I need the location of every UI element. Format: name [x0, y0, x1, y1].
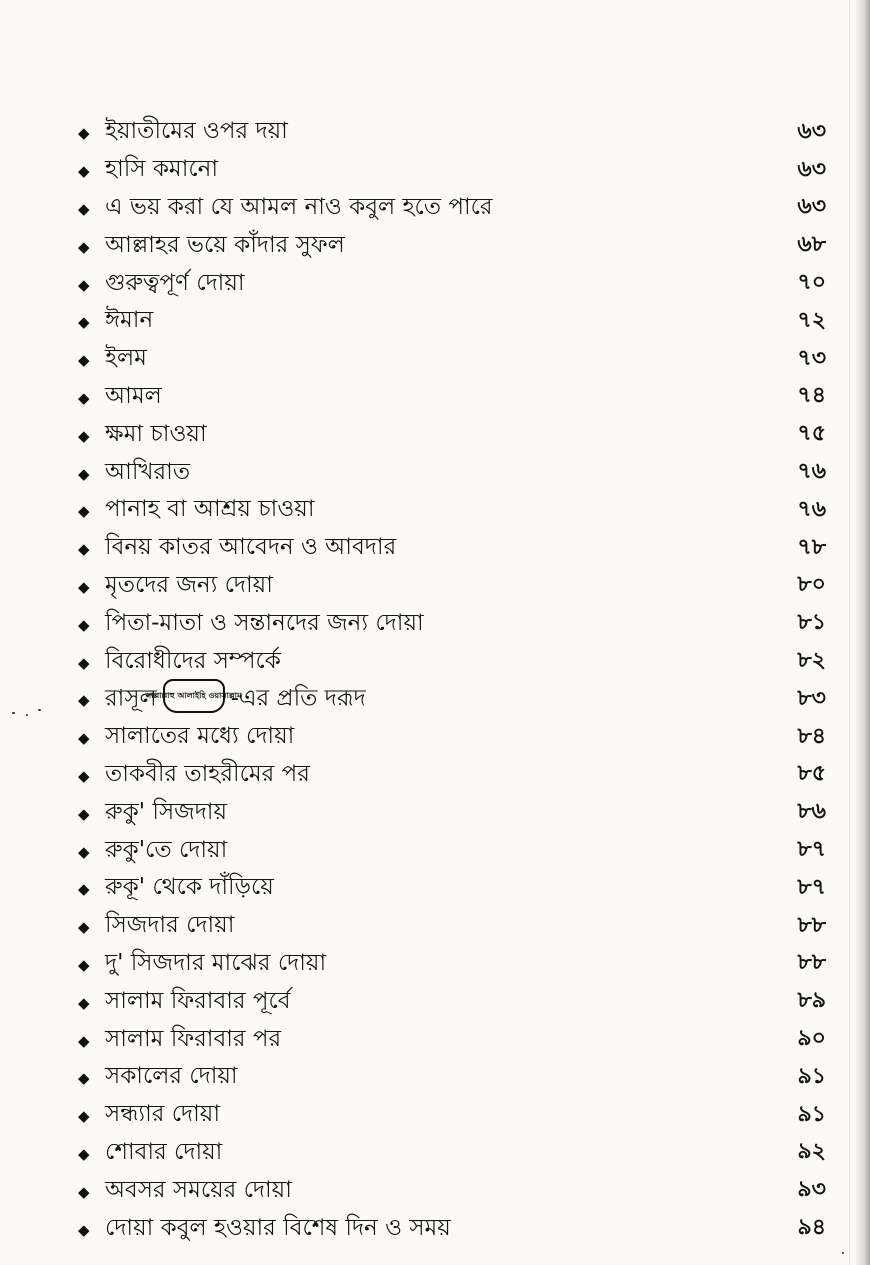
toc-entry	[78, 945, 826, 983]
entry-title: ক্ষমা চাওয়া	[105, 420, 207, 447]
entry-title: বিনয় কাতর আবেদন ও আবদার	[105, 534, 397, 561]
entry-page-number: ৯৩	[797, 1177, 826, 1203]
toc-entry	[78, 680, 826, 718]
diamond-bullet-icon: ◆	[78, 880, 90, 899]
entry-page-number: ৮৭	[797, 874, 826, 900]
toc-entry	[78, 340, 826, 378]
toc-entry	[78, 567, 826, 605]
diamond-bullet-icon: ◆	[78, 351, 90, 370]
diamond-bullet-icon: ◆	[78, 955, 90, 974]
entry-page-number: ৮৮	[797, 912, 826, 938]
diamond-bullet-icon: ◆	[78, 766, 90, 785]
toc-entry	[78, 982, 826, 1020]
toc-entry	[78, 1134, 826, 1172]
entry-page-number: ৬৮	[797, 232, 826, 258]
diamond-bullet-icon: ◆	[78, 162, 90, 181]
toc-entry	[78, 869, 826, 907]
toc-entry	[78, 264, 826, 302]
diamond-bullet-icon: ◆	[78, 1069, 90, 1088]
toc-entry	[78, 226, 826, 264]
entry-title: হাসি কমানো	[105, 156, 219, 183]
page-edge-line	[849, 0, 850, 1265]
entry-page-number: ৭২	[797, 307, 826, 333]
diamond-bullet-icon: ◆	[78, 691, 90, 710]
entry-page-number: ৯০	[797, 1026, 826, 1052]
entry-title: বিরোধীদের সম্পর্কে	[105, 647, 281, 674]
entry-title: শোবার দোয়া	[105, 1138, 223, 1165]
entry-title: তাকবীর তাহরীমের পর	[105, 760, 310, 787]
entry-title: ইয়াতীমের ওপর দয়া	[105, 118, 288, 145]
diamond-bullet-icon: ◆	[78, 426, 90, 445]
diamond-bullet-icon: ◆	[78, 918, 90, 937]
entry-title: আল্লাহর ভয়ে কাঁদার সুফল	[105, 231, 345, 258]
entry-page-number: ৯২	[797, 1139, 826, 1165]
entry-page-number: ৮৩	[797, 685, 826, 711]
toc-entry	[78, 378, 826, 416]
diamond-bullet-icon: ◆	[78, 237, 90, 256]
diamond-bullet-icon: ◆	[78, 577, 90, 596]
toc-entry	[78, 189, 826, 227]
entry-page-number: ৮৮	[797, 950, 826, 976]
entry-page-number: ৮৫	[797, 761, 826, 787]
ink-speck	[842, 1252, 844, 1254]
entry-page-number: ৭৪	[797, 383, 826, 409]
toc-entry	[78, 718, 826, 756]
entry-title	[105, 682, 766, 716]
diamond-bullet-icon: ◆	[78, 1144, 90, 1163]
entry-page-number: ৭৬	[797, 496, 826, 522]
diamond-bullet-icon: ◆	[78, 275, 90, 294]
toc-entry	[78, 1209, 826, 1247]
diamond-bullet-icon: ◆	[78, 464, 90, 483]
table-of-contents	[78, 113, 826, 1247]
entry-title: ঈমান	[105, 307, 154, 334]
entry-page-number: ৮২	[797, 648, 826, 674]
entry-title: গুরুত্বপূর্ণ দোয়া	[105, 269, 245, 296]
entry-title: আখিরাত	[105, 458, 191, 485]
entry-title: এ ভয় করা যে আমল নাও কবুল হতে পারে	[105, 193, 493, 220]
toc-entry	[78, 907, 826, 945]
toc-entry	[78, 113, 826, 151]
entry-title: পানাহ বা আশ্রয় চাওয়া	[105, 496, 315, 523]
diamond-bullet-icon: ◆	[78, 1031, 90, 1050]
entry-page-number: ৯৪	[797, 1215, 826, 1240]
ink-speck	[26, 714, 28, 716]
diamond-bullet-icon: ◆	[78, 804, 90, 823]
entry-title: সালাম ফিরাবার পর	[105, 1025, 282, 1052]
toc-entry	[78, 604, 826, 642]
toc-entry	[78, 1020, 826, 1058]
toc-entry	[78, 529, 826, 567]
diamond-bullet-icon: ◆	[78, 502, 90, 521]
entry-page-number: ৭০	[797, 270, 826, 296]
entry-title: রুকূ' থেকে দাঁড়িয়ে	[105, 874, 274, 901]
entry-page-number: ৭৩	[797, 345, 826, 371]
entry-page-number: ৮০	[797, 572, 826, 598]
entry-title: ইলম	[105, 345, 147, 372]
toc-entry	[78, 793, 826, 831]
entry-page-number: ৭৬	[797, 459, 826, 485]
diamond-bullet-icon: ◆	[78, 615, 90, 634]
toc-entry	[78, 453, 826, 491]
entry-title: সালাম ফিরাবার পূর্বে	[105, 987, 291, 1014]
entry-title: পিতা-মাতা ও সন্তানদের জন্য দোয়া	[105, 609, 424, 636]
entry-title: অবসর সময়ের দোয়া	[105, 1176, 292, 1203]
diamond-bullet-icon: ◆	[78, 1182, 90, 1201]
entry-title: সিজদার দোয়া	[105, 912, 235, 939]
entry-page-number: ৮৪	[797, 723, 826, 749]
entry-page-number: ৭৫	[797, 421, 826, 447]
entry-title: দু' সিজদার মাঝের দোয়া	[105, 949, 327, 976]
toc-entry	[78, 415, 826, 453]
toc-entry	[78, 302, 826, 340]
ink-speck	[12, 712, 15, 714]
diamond-bullet-icon: ◆	[78, 388, 90, 407]
ink-speck	[38, 709, 41, 711]
diamond-bullet-icon: ◆	[78, 313, 90, 332]
entry-title: মৃতদের জন্য দোয়া	[105, 571, 273, 598]
entry-page-number: ৯১	[797, 1101, 826, 1127]
entry-title: আমল	[105, 382, 162, 409]
entry-title: সালাতের মধ্যে দোয়া	[105, 723, 295, 750]
toc-entry	[78, 1171, 826, 1209]
toc-entry	[78, 1058, 826, 1096]
diamond-bullet-icon: ◆	[78, 842, 90, 861]
toc-entry	[78, 831, 826, 869]
toc-entry	[78, 491, 826, 529]
entry-title: রুকু'তে দোয়া	[105, 836, 228, 863]
entry-title-prefix: রাসূল	[105, 685, 157, 712]
diamond-bullet-icon: ◆	[78, 540, 90, 559]
entry-page-number: ৮৭	[797, 837, 826, 863]
entry-page-number: ৯১	[797, 1063, 826, 1089]
entry-title: রুকু' সিজদায়	[105, 798, 228, 825]
toc-entry	[78, 756, 826, 794]
entry-page-number: ৮১	[797, 610, 826, 636]
entry-page-number: ৬৩	[797, 194, 826, 220]
toc-entry	[78, 151, 826, 189]
entry-title: সন্ধ্যার দোয়া	[105, 1101, 221, 1128]
book-page-edge	[856, 0, 870, 1265]
diamond-bullet-icon: ◆	[78, 653, 90, 672]
salawat-calligraphy-icon: সাল্লাল্লাহু আলাইহি ওয়াসাল্লাম	[163, 679, 225, 713]
entry-title: সকালের দোয়া	[105, 1063, 238, 1090]
diamond-bullet-icon: ◆	[78, 1107, 90, 1126]
entry-page-number: ৮৬	[797, 799, 826, 825]
diamond-bullet-icon: ◆	[78, 729, 90, 748]
entry-title: দোয়া কবুল হওয়ার বিশেষ দিন ও সময়	[105, 1214, 451, 1241]
entry-page-number: ৭৮	[797, 534, 826, 560]
entry-page-number: ৮৯	[797, 988, 826, 1014]
entry-title-suffix: -এর প্রতি দরূদ	[230, 685, 366, 712]
toc-entry	[78, 1096, 826, 1134]
toc-entry	[78, 642, 826, 680]
entry-page-number: ৬৩	[797, 156, 826, 182]
diamond-bullet-icon: ◆	[78, 993, 90, 1012]
entry-page-number: ৬৩	[797, 118, 826, 144]
diamond-bullet-icon: ◆	[78, 1220, 90, 1239]
diamond-bullet-icon: ◆	[78, 124, 90, 143]
diamond-bullet-icon: ◆	[78, 199, 90, 218]
